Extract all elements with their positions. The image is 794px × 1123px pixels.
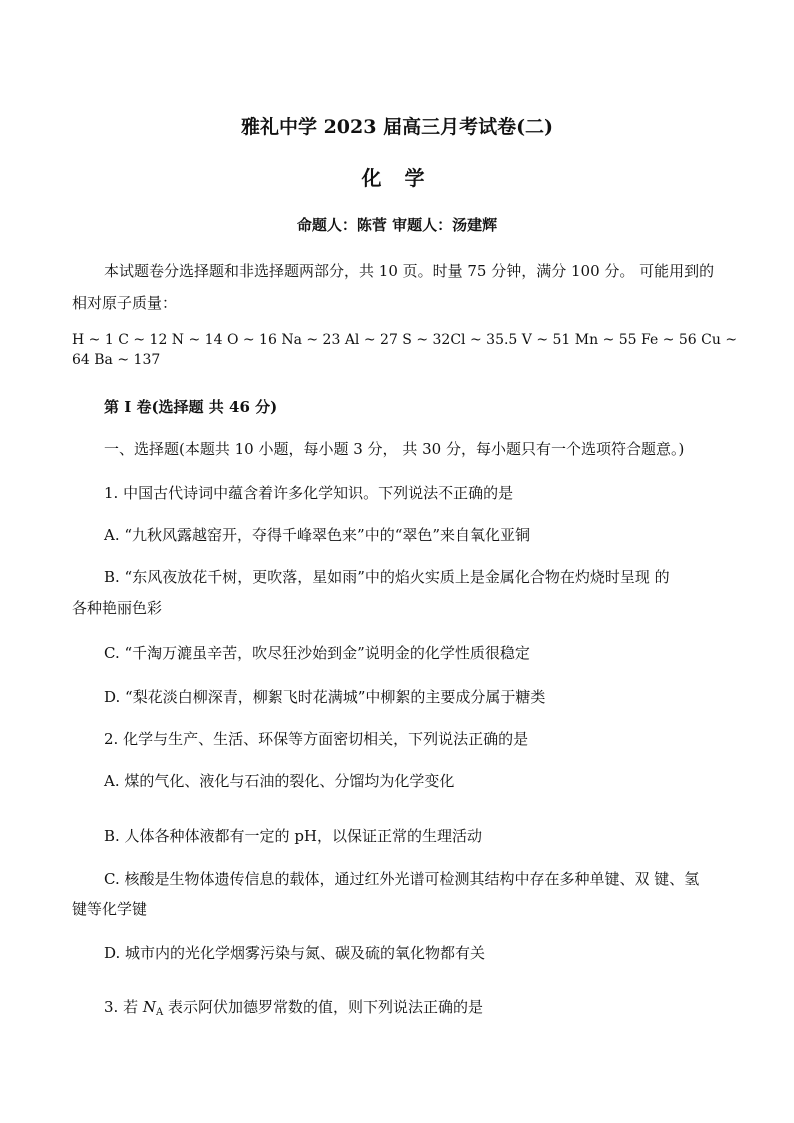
question-1-option-b-cont: 各种艳丽色彩 — [72, 599, 163, 617]
question-2-option-b: B. 人体各种体液都有一定的 pH，以保证正常的生理活动 — [104, 827, 483, 845]
question-3-prefix: 3. 若 — [104, 998, 143, 1016]
intro-line-1: 本试题卷分选择题和非选择题两部分，共 10 页。时量 75 分钟，满分 100 分。 可能用到的 — [104, 262, 715, 280]
question-2-option-d: D. 城市内的光化学烟雾污染与氮、碳及硫的氧化物都有关 — [104, 944, 486, 962]
exam-title: 雅礼中学 2023 届高三月考试卷(二) — [240, 116, 554, 138]
question-1-stem: 1. 中国古代诗词中蕴含着许多化学知识。下列说法不正确的是 — [104, 484, 514, 502]
question-2-option-a: A. 煤的气化、液化与石油的裂化、分馏均为化学变化 — [104, 772, 455, 790]
question-2-option-c-cont: 键等化学键 — [72, 900, 148, 918]
subject-title: 化 学 — [361, 166, 433, 190]
author-line: 命题人：陈菅 审题人：汤建辉 — [296, 216, 498, 234]
part-heading: 一、选择题(本题共 10 小题，每小题 3 分， 共 30 分，每小题只有一个选项符合题意。) — [104, 440, 685, 458]
question-1-option-d: D. “梨花淡白柳深青，柳絮飞时花满城”中柳絮的主要成分属于糖类 — [104, 688, 546, 706]
question-1-option-b: B. “东风夜放花千树，更吹落，星如雨”中的焰火实质上是金属化合物在灼烧时呈现 的 — [104, 568, 670, 586]
avogadro-symbol: N — [142, 998, 156, 1016]
avogadro-subscript: A — [155, 1007, 164, 1018]
intro-line-2: 相对原子质量： — [72, 294, 178, 312]
question-2-stem: 2. 化学与生产、生活、环保等方面密切相关，下列说法正确的是 — [104, 730, 529, 748]
question-1-option-c: C. “千淘万漉虽辛苦，吹尽狂沙始到金”说明金的化学性质很稳定 — [104, 644, 530, 662]
atomic-masses-line-1: H ~ 1 C ~ 12 N ~ 14 O ~ 16 Na ~ 23 Al ~ 27 S ~ 32Cl ~ 35.5 V ~ 51 Mn ~ 55 Fe ~ 56 Cu ~ — [72, 332, 738, 348]
section-heading: 第 I 卷(选择题 共 46 分) — [104, 398, 278, 416]
question-2-option-c: C. 核酸是生物体遗传信息的载体，通过红外光谱可检测其结构中存在多种单键、双 键、氢 — [104, 870, 700, 888]
question-1-option-a: A. “九秋风露越窑开，夺得千峰翠色来”中的“翠色”来自氧化亚铜 — [104, 526, 531, 544]
question-3-suffix: 表示阿伏加德罗常数的值，则下列说法正确的是 — [163, 998, 483, 1016]
atomic-masses-line-2: 64 Ba ~ 137 — [72, 352, 161, 368]
question-3-stem — [104, 996, 483, 1018]
